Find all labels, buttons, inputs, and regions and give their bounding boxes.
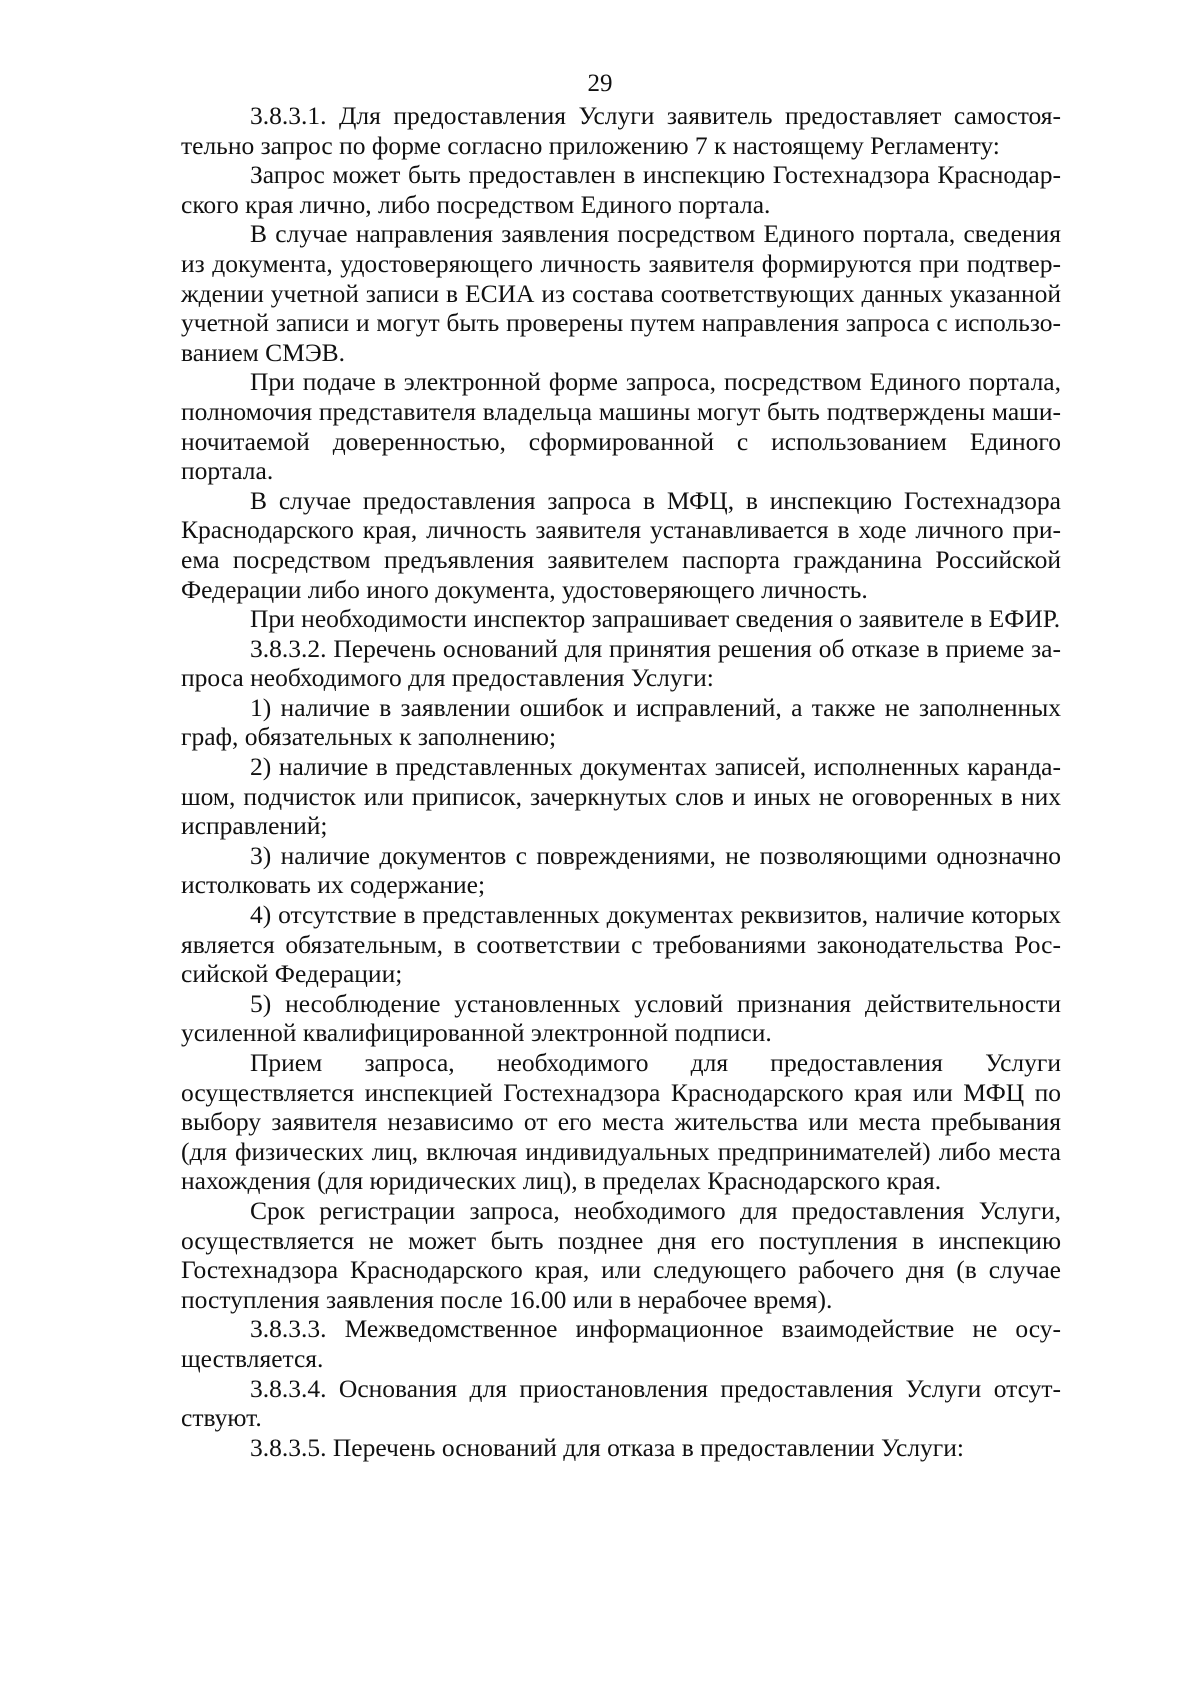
paragraph-3-8-3-4: 3.8.3.4. Основания для приостановления предоставления Услуги отсутствуют. bbox=[181, 1373, 1061, 1433]
document-body bbox=[181, 101, 1061, 1462]
list-item-3: 3) наличие документов с повреждениями, не позволяющими однозначно истолковать их содержание; bbox=[181, 840, 1061, 900]
paragraph-registration-deadline: Срок регистрации запроса, необходимого для предоставления Услуги, осуществляется не может быть позднее дня его поступления в инспекцию Гостехнадзора Краснодарского края, или следующего рабочего дня (в случае поступления заявления после 16.00 или в нерабочее время). bbox=[181, 1195, 1061, 1314]
paragraph-3-8-3-2: 3.8.3.2. Перечень оснований для принятия решения об отказе в приеме запроса необходимого для предоставления Услуги: bbox=[181, 633, 1061, 693]
paragraph-mfc-identity-check: В случае предоставления запроса в МФЦ, в инспекцию Гостехнадзора Краснодарского края, личность заявителя устанавливается в ходе личного приема посредством предъявления заявителем паспорта гражданина Российской Федерации либо иного документа, удостоверяющего личность. bbox=[181, 485, 1061, 604]
paragraph-efir-request: При необходимости инспектор запрашивает сведения о заявителе в ЕФИР. bbox=[250, 604, 1061, 634]
page-number: 29 bbox=[587, 70, 613, 97]
paragraph-electronic-power-of-attorney: При подаче в электронной форме запроса, посредством Единого портала, полномочия представителя владельца машины могут быть подтверждены машиночитаемой доверенностью, сформированной с использованием Единого портала. bbox=[181, 367, 1061, 486]
paragraph-3-8-3-5: 3.8.3.5. Перечень оснований для отказа в предоставлении Услуги: bbox=[250, 1432, 964, 1462]
paragraph-single-portal-identity: В случае направления заявления посредством Единого портала, сведения из документа, удостоверяющего личность заявителя формируются при подтверждении учетной записи в ЕСИА из состава соответствующих данных указанной учетной записи и могут быть проверены путем направления запроса с использованием СМЭВ. bbox=[181, 219, 1061, 367]
list-item-1: 1) наличие в заявлении ошибок и исправлений, а также не заполненных граф, обязательных к заполнению; bbox=[181, 692, 1061, 752]
list-item-5: 5) несоблюдение установленных условий признания действительности усиленной квалифицированной электронной подписи. bbox=[181, 988, 1061, 1048]
paragraph-3-8-3-1: 3.8.3.1. Для предоставления Услуги заявитель предоставляет самостоятельно запрос по форме согласно приложению 7 к настоящему Регламенту: bbox=[181, 101, 1061, 160]
paragraph-request-submission: Запрос может быть предоставлен в инспекцию Гостехнадзора Краснодарского края лично, либо посредством Единого портала. bbox=[181, 160, 1061, 219]
list-item-2: 2) наличие в представленных документах записей, исполненных карандашом, подчисток или приписок, зачеркнутых слов и иных не оговоренных в них исправлений; bbox=[181, 752, 1061, 841]
paragraph-request-acceptance: Прием запроса, необходимого для предоставления Услуги осуществляется инспекцией Гостехнадзора Краснодарского края или МФЦ по выбору заявителя независимо от его места жительства или места пребывания (для физических лиц, включая индивидуальных предпринимателей) либо места нахождения (для юридических лиц), в пределах Краснодарского края. bbox=[181, 1048, 1061, 1196]
list-item-4: 4) отсутствие в представленных документах реквизитов, наличие которых является обязательным, в соответствии с требованиями законодательства Российской Федерации; bbox=[181, 900, 1061, 989]
paragraph-3-8-3-3: 3.8.3.3. Межведомственное информационное взаимодействие не осуществляется. bbox=[181, 1314, 1061, 1373]
